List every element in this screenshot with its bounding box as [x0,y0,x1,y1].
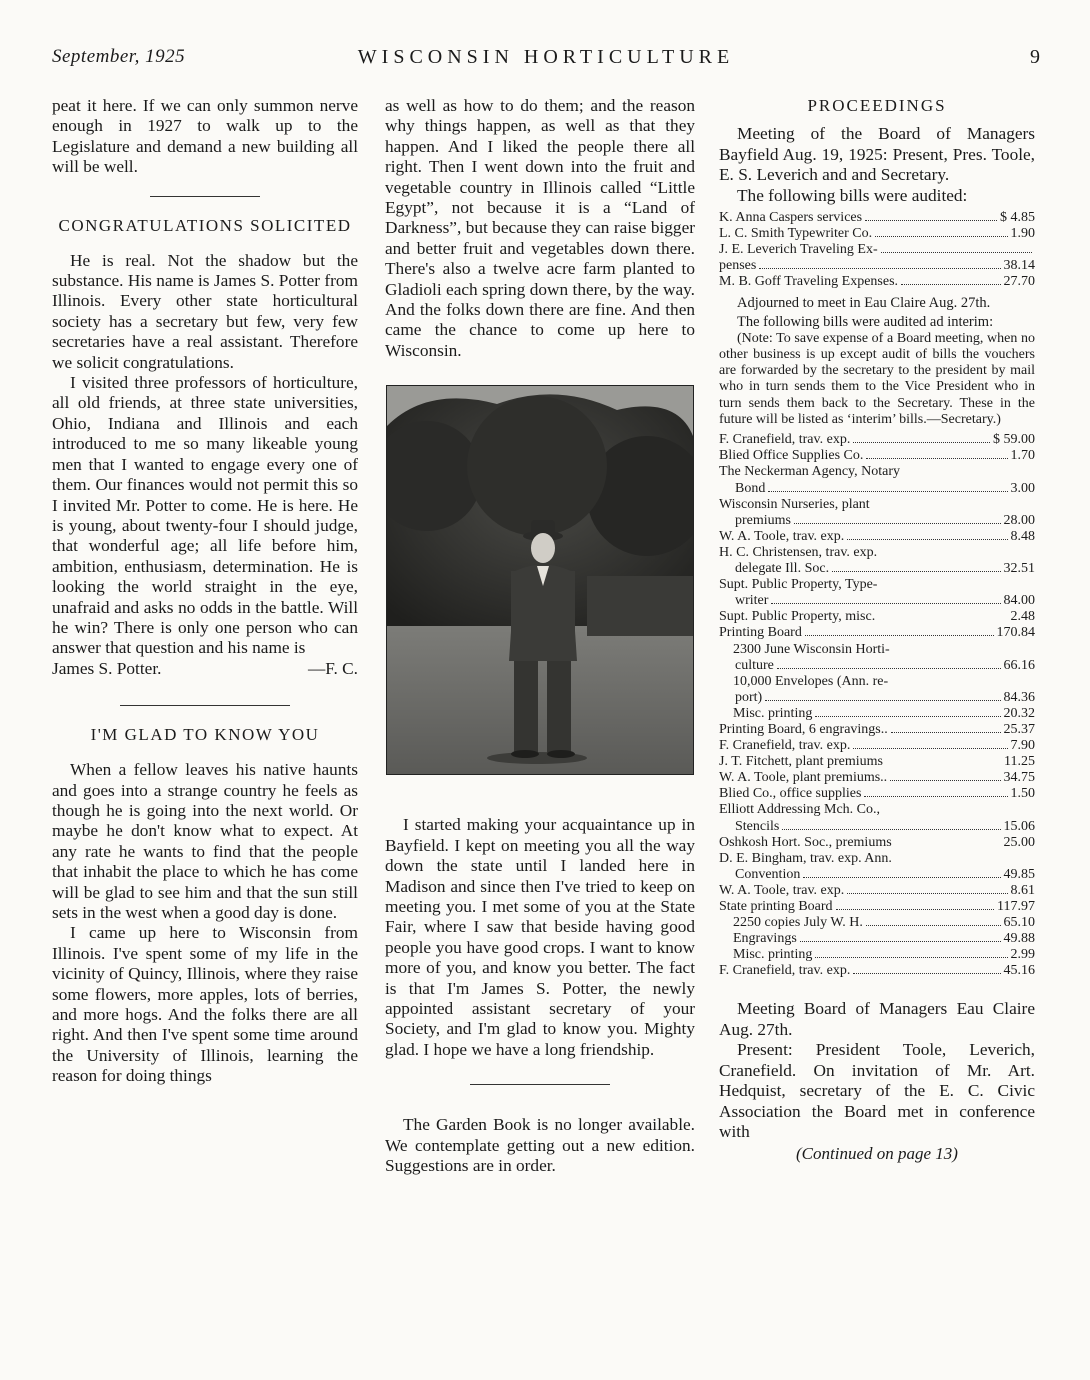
leader-dots [759,268,1000,269]
leader-dots [875,236,1007,237]
bill-label: port) [735,689,763,705]
article-paragraph: I visited three professors of horticulture, all old friends, at three state universities, Ohio, Indiana and Illinois and each introduced to me so many likeable young men that I wanted to engage every one of them. Our finances would not permit this so I invited Mr. Potter to come. He is here. He is young, about twenty-four I should judge, that wonderful age; all life before him, ambition, enthusiasm, determination. He is looking the world straight in the eye, unafraid and asks no odds in the battle. Will he win? There is only one person who can answer that question and his name is [52,373,358,658]
signature-name: James S. Potter. [52,658,162,678]
bill-amount: $ 4.85 [1000,210,1035,226]
bill-amount: 20.32 [1003,705,1035,721]
leader-dots [803,877,1000,878]
bill-label: 10,000 Envelopes (Ann. re- [733,673,889,689]
bill-amount: 2.48 [1010,609,1035,625]
bill-label: culture [735,657,774,673]
leader-dots [815,716,1000,717]
leader-dots [891,732,1001,733]
bill-entry [719,432,1035,448]
bill-label: Blied Office Supplies Co. [719,448,864,464]
bill-entry [719,577,1035,593]
column-right [719,96,1035,1165]
bill-entry [719,226,1035,242]
leader-dots [836,909,994,910]
leader-dots [800,941,1001,942]
bill-entry [719,561,1035,577]
bill-label: M. B. Goff Traveling Expenses. [719,274,899,290]
leader-dots [847,893,1007,894]
article-paragraph: When a fellow leaves his native haunts and goes into a strange country he feels as though he is going into the next world. Or maybe he don't know what to expect. At any rate he wants to find that the people that inhabit the place to which he has come will be glad to see him and that the sun still sets in the west when a good day is done. [52,760,358,922]
leader-dots [815,957,1007,958]
bill-amount: 8.61 [1010,882,1035,898]
leader-dots [768,491,1007,492]
bill-label: W. A. Toole, trav. exp. [719,528,845,544]
leader-dots [864,796,1007,797]
divider [150,196,260,197]
bill-label: 2300 June Wisconsin Horti- [733,641,890,657]
bill-amount: 11.25 [1004,754,1035,770]
page-header [52,46,1040,76]
bill-amount: 84.36 [1003,689,1035,705]
bill-amount: 7.90 [1010,738,1035,754]
bill-entry [719,690,1035,706]
bill-label: penses [719,258,757,274]
column-middle [385,96,695,1176]
bill-label: Misc. printing [733,947,813,963]
page-number: 9 [1030,46,1040,68]
bill-entry [719,545,1035,561]
bill-amount: 3.00 [1010,480,1035,496]
continued-paragraph: peat it here. If we can only summon nerve enough in 1927 to walk up to the Legislature and demand a new building all will be well. [52,96,358,177]
bill-label: L. C. Smith Typewriter Co. [719,226,873,242]
bill-entry [719,722,1035,738]
signature-author: —F. C. [308,658,358,678]
bill-label: Convention [735,866,801,882]
article-paragraph: as well as how to do them; and the reason why things happen, as well as that they happen. And I liked the people there all right. Then I went down into the fruit and vegetable country in Illinois called “Little Egypt”, not because it is a “Land of Darkness”, but because they can raise bigger and better fruit and vegetables down there. There's also a twelve acre farm planted to Gladioli each spring down there, by the way. And the folks down there are fine. And then came the chance to come up here to Wisconsin. [385,96,695,360]
bill-amount: 32.51 [1003,561,1035,577]
bill-entry [719,513,1035,529]
proceedings-title: PROCEEDINGS [807,96,947,115]
bill-entry [719,947,1035,963]
bill-label: Wisconsin Nurseries, plant [719,496,870,512]
bill-amount: 27.70 [1003,274,1035,290]
bill-entry [719,867,1035,883]
bill-amount: 49.85 [1003,866,1035,882]
bill-amount: 65.10 [1003,915,1035,931]
article-heading-glad: I'M GLAD TO KNOW YOU [90,725,320,745]
bill-amount: 15.06 [1003,818,1035,834]
leader-dots [881,252,1032,253]
leader-dots [853,973,1000,974]
bill-entry [719,210,1035,226]
adjourned-note: Adjourned to meet in Eau Claire Aug. 27th. [737,294,991,311]
bill-amount: 2.99 [1010,947,1035,963]
bill-entry [719,963,1035,979]
leader-dots [853,442,990,443]
column-left [52,96,358,1087]
publication-title: WISCONSIN HORTICULTURE [357,46,735,68]
leader-dots [866,458,1007,459]
bill-amount: 25.00 [1003,834,1035,850]
bill-label: delegate Ill. Soc. [735,561,830,577]
bill-label: Bond [735,480,766,496]
meeting-body: Present: President Toole, Leverich, Cranefield. On invitation of Mr. Art. Hedquist, secretary of the E. C. Civic Association the Board met in conference with [719,1040,1035,1141]
bills-list-bayfield [719,210,1035,290]
leader-dots [866,925,1001,926]
bill-entry [719,274,1035,290]
bill-entry [719,770,1035,786]
leader-dots [794,523,1001,524]
leader-dots [853,748,1007,749]
bill-entry [719,481,1035,497]
bill-amount: 34.75 [1003,770,1035,786]
bill-amount: 170.84 [996,625,1035,641]
bill-label: Engravings [733,931,797,947]
bill-label: D. E. Bingham, trav. exp. Ann. [719,850,892,866]
bill-entry [719,931,1035,947]
article-paragraph: I came up here to Wisconsin from Illinois. I've spent some of my life in the vicinity of Quincy, Illinois, where they raise some flowers, more apples, lots of berries, and more hogs. And the folks there are all right. And then I've spent some time around the University of Illinois, learning the reason for doing things [52,923,358,1086]
notice-paragraph: The Garden Book is no longer available. We contemplate getting out a new edition. Suggestions are in order. [385,1115,695,1175]
bill-label: K. Anna Caspers services [719,210,863,226]
bill-entry [719,899,1035,915]
bill-entry [719,497,1035,513]
bill-entry [719,802,1035,818]
bill-label: J. T. Fitchett, plant premiums [719,754,883,770]
bill-label: premiums [735,512,791,528]
bill-entry [719,609,1035,625]
proceedings-intro: Meeting of the Board of Managers Bayfield Aug. 19, 1925: Present, Pres. Toole, E. S. Leverich and and Secretary. [719,124,1035,185]
proceedings-audited: The following bills were audited: [737,185,968,205]
leader-dots [847,539,1007,540]
bill-label: F. Cranefield, trav. exp. [719,738,851,754]
bill-label: Blied Co., office supplies [719,786,862,802]
bill-entry [719,593,1035,609]
leader-dots [765,700,1000,701]
bill-amount: 25.37 [1003,721,1035,737]
bill-label: Misc. printing [733,705,813,721]
continued-note: (Continued on page 13) [796,1144,958,1164]
bill-entry [719,674,1035,690]
bill-label: F. Cranefield, trav. exp. [719,432,851,448]
article-heading-congratulations: CONGRATULATIONS SOLICITED [58,215,352,235]
bill-entry [719,706,1035,722]
portrait-photo [386,385,694,775]
bill-label: The Neckerman Agency, Notary [719,464,901,480]
bill-entry [719,448,1035,464]
bill-entry [719,851,1035,867]
bill-label: J. E. Leverich Traveling Ex- [719,242,878,258]
bill-label: writer [735,593,769,609]
bills-list-interim [719,432,1035,979]
portrait-photo-art [387,386,693,774]
bill-entry [719,883,1035,899]
bill-entry [719,738,1035,754]
bill-entry [719,754,1035,770]
bill-entry [719,915,1035,931]
bill-label: 2250 copies July W. H. [733,915,863,931]
bill-amount: 28.00 [1003,512,1035,528]
bill-label: Printing Board, 6 engravings.. [719,721,888,737]
bill-label: F. Cranefield, trav. exp. [719,963,851,979]
leader-dots [782,829,1000,830]
leader-dots [777,668,1001,669]
interim-intro: The following bills were audited ad interim: [737,314,994,330]
leader-dots [805,635,994,636]
bill-label: W. A. Toole, trav. exp. [719,882,845,898]
meeting-title: Meeting Board of Managers Eau Claire Aug. 27th. [719,999,1035,1039]
bill-label: Elliott Addressing Mch. Co., [719,802,880,818]
interim-note: (Note: To save expense of a Board meeting, when no other business is up except audit of bills the vouchers are forwarded by the secretary to the president by mail who in turn sends them to the Vice President who in turn sends them back to the Secretary. These in the future will be listed as ‘interim’ bills.—Secretary.) [719,330,1035,427]
leader-dots [901,284,1000,285]
bill-label: Supt. Public Property, misc. [719,609,876,625]
bill-label: H. C. Christensen, trav. exp. [719,544,878,560]
divider [470,1084,610,1085]
bill-entry [719,642,1035,658]
bill-label: Supt. Public Property, Type- [719,577,878,593]
bill-entry [719,819,1035,835]
bill-entry [719,835,1035,851]
bill-amount: 49.88 [1003,931,1035,947]
bill-entry [719,464,1035,480]
signature-line [52,659,358,679]
bill-label: Oshkosh Hort. Soc., premiums [719,834,892,850]
bill-label: State printing Board [719,899,833,914]
leader-dots [832,571,1000,572]
bill-label: Stencils [735,818,780,834]
bill-amount: 66.16 [1003,657,1035,673]
leader-dots [771,603,1000,604]
bill-amount: 117.97 [997,899,1035,914]
bill-amount: 1.90 [1010,226,1035,242]
bill-entry [719,786,1035,802]
article-paragraph: I started making your acquaintance up in Bayfield. I kept on meeting you all the way down the state until I landed here in Madison and since then I've tried to keep on meeting you. I met some of you at the State Fair, where I saw that beside having good people you have good crops. I want to know more of you, and know you better. The fact is that I'm James S. Potter, the newly appointed assistant secretary of your Society, and I'm glad to know you. Mighty glad. I hope we have a long friendship. [385,815,695,1059]
bill-entry [719,658,1035,674]
bill-amount: 1.50 [1010,786,1035,802]
bill-amount: 45.16 [1003,963,1035,979]
issue-date: September, 1925 [52,46,186,67]
bill-entry [719,258,1035,274]
leader-dots [865,220,997,221]
bill-amount: 1.70 [1010,448,1035,464]
bill-entry [719,529,1035,545]
article-paragraph: He is real. Not the shadow but the substance. His name is James S. Potter from Illinois. Every other state horticultural society has a secretary but few, very few secretaries have a real assistant. Therefore we solicit congratulations. [52,250,358,372]
bill-label: Printing Board [719,625,802,641]
divider [120,705,290,706]
bill-amount: 8.48 [1010,528,1035,544]
bill-entry [719,242,1035,258]
bill-entry [719,625,1035,641]
bill-label: W. A. Toole, plant premiums.. [719,770,888,786]
leader-dots [890,780,1000,781]
bill-amount: 38.14 [1003,258,1035,274]
bill-amount: 84.00 [1003,593,1035,609]
bill-amount: $ 59.00 [993,432,1035,448]
